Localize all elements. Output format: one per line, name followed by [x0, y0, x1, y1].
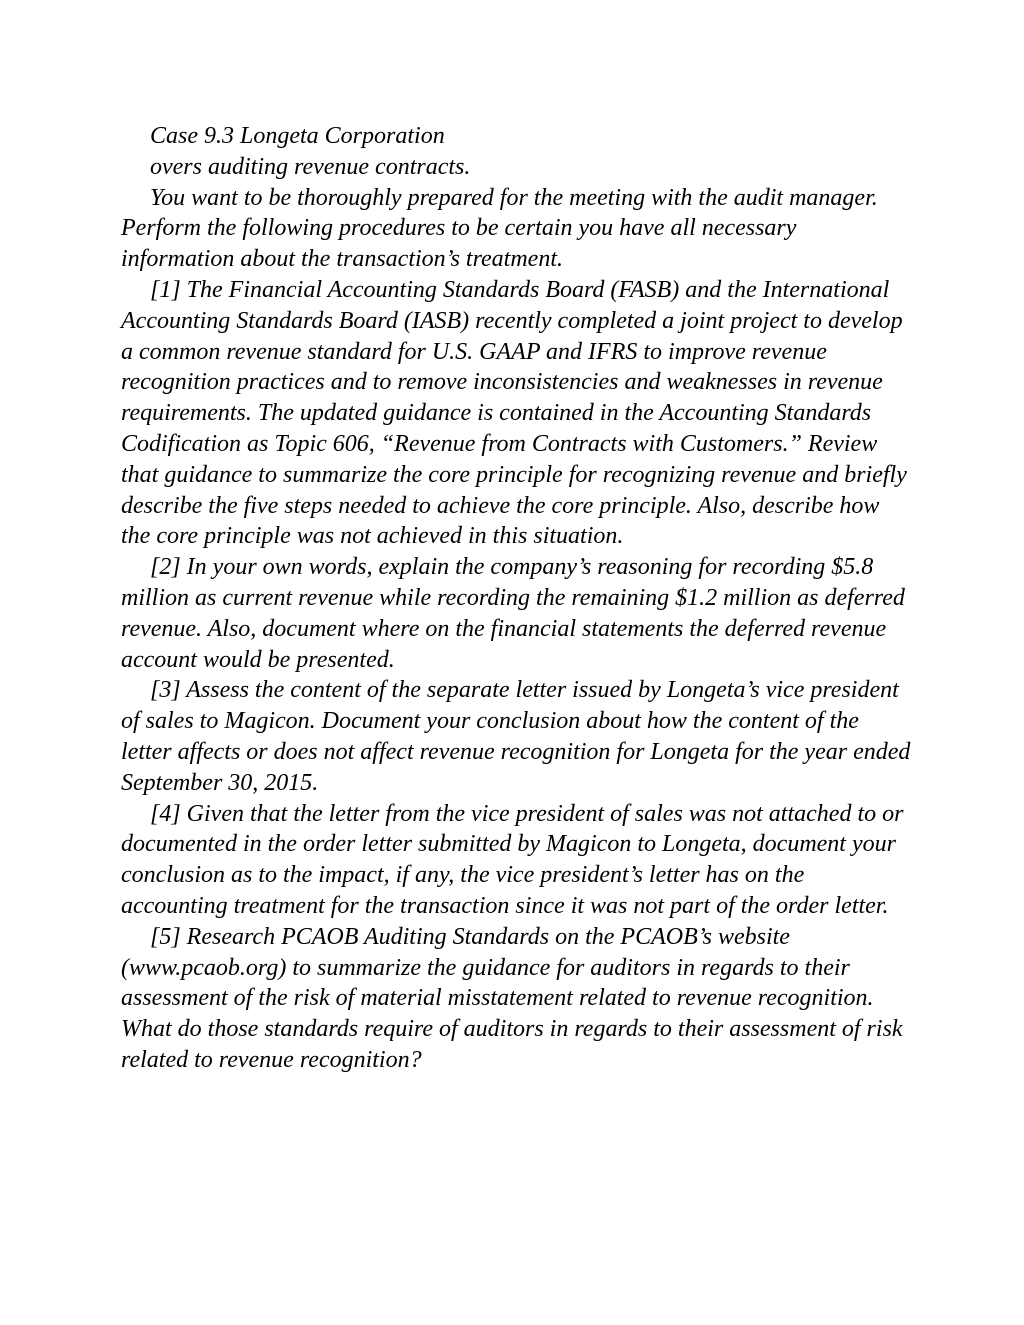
text-fragment: overs auditing revenue contracts.	[150, 153, 471, 180]
procedure-item-5: [5] Research PCAOB Auditing Standards on the PCAOB’s website (www.pcaob.org) to summarize the guidance for auditors in regards to their assessment of the risk of material misstatement related to revenue recognition. What do those standards require of auditors in regards to their assessment of risk related to revenue recognition?	[121, 923, 903, 1073]
case-title: Case 9.3 Longeta Corporation	[150, 123, 445, 149]
document-page	[121, 121, 911, 1076]
procedure-item-3: [3] Assess the content of the separate letter issued by Longeta’s vice president of sales to Magicon. Document your conclusion about how the content of the letter affects or does not affect revenue recognition for Longeta for the year ended September 30, 2015.	[121, 677, 911, 796]
intro-paragraph: You want to be thoroughly prepared for the meeting with the audit manager. Perform the following procedures to be certain you have all necessary information about the transaction’s treatment.	[121, 184, 878, 273]
procedure-item-2: [2] In your own words, explain the company’s reasoning for recording $5.8 million as current revenue while recording the remaining $1.2 million as deferred revenue. Also, document where on the financial statements the deferred revenue account would be presented.	[121, 554, 905, 673]
procedure-item-4: [4] Given that the letter from the vice president of sales was not attached to or documented in the order letter submitted by Magicon to Longeta, document your conclusion as to the impact, if any, the vice president’s letter has on the accounting treatment for the transaction since it was not part of the order letter.	[121, 800, 904, 919]
procedure-item-1: [1] The Financial Accounting Standards Board (FASB) and the International Accounting Standards Board (IASB) recently completed a joint project to develop a common revenue standard for U.S. GAAP and IFRS to improve revenue recognition practices and to remove inconsistencies and weaknesses in revenue requirements. The updated guidance is contained in the Accounting Standards Codification as Topic 606, “Revenue from Contracts with Customers.” Review that guidance to summarize the core principle for recognizing revenue and briefly describe the five steps needed to achieve the core principle. Also, describe how the core principle was not achieved in this situation.	[121, 276, 907, 550]
